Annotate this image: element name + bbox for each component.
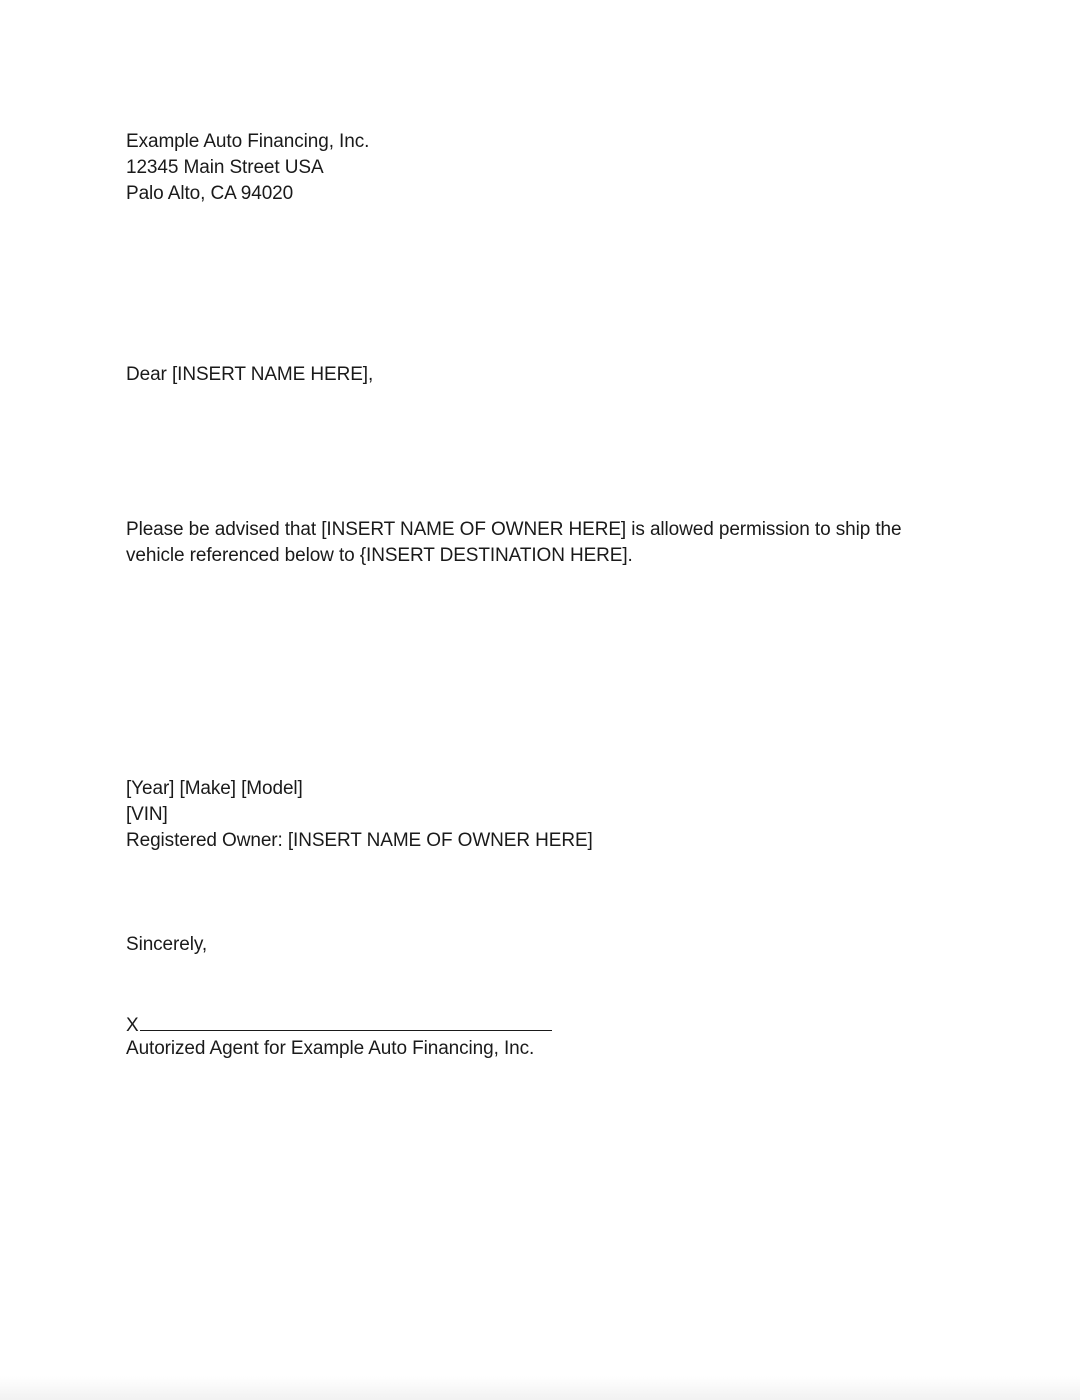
vehicle-year-make-model: [Year] [Make] [Model]: [126, 778, 303, 799]
closing: Sincerely,: [126, 934, 208, 955]
salutation: Dear [INSERT NAME HERE],: [126, 364, 374, 385]
vehicle-vin: [VIN]: [126, 804, 168, 825]
signature-line: [140, 1010, 552, 1031]
body-line-1: Please be advised that [INSERT NAME OF OWNER HERE] is allowed permission to ship the: [126, 519, 902, 540]
sender-company: Example Auto Financing, Inc.: [126, 131, 370, 152]
body-line-2: vehicle referenced below to {INSERT DESTINATION HERE].: [126, 545, 633, 566]
vehicle-registered-owner: Registered Owner: [INSERT NAME OF OWNER HERE]: [126, 830, 593, 851]
signature-title: Autorized Agent for Example Auto Financing, Inc.: [126, 1038, 535, 1059]
sender-street: 12345 Main Street USA: [126, 157, 324, 178]
page-bottom-shadow: [0, 1376, 1080, 1400]
sender-city-state-zip: Palo Alto, CA 94020: [126, 183, 294, 204]
signature-mark: X: [126, 1015, 139, 1036]
signature-row: [126, 1010, 552, 1039]
